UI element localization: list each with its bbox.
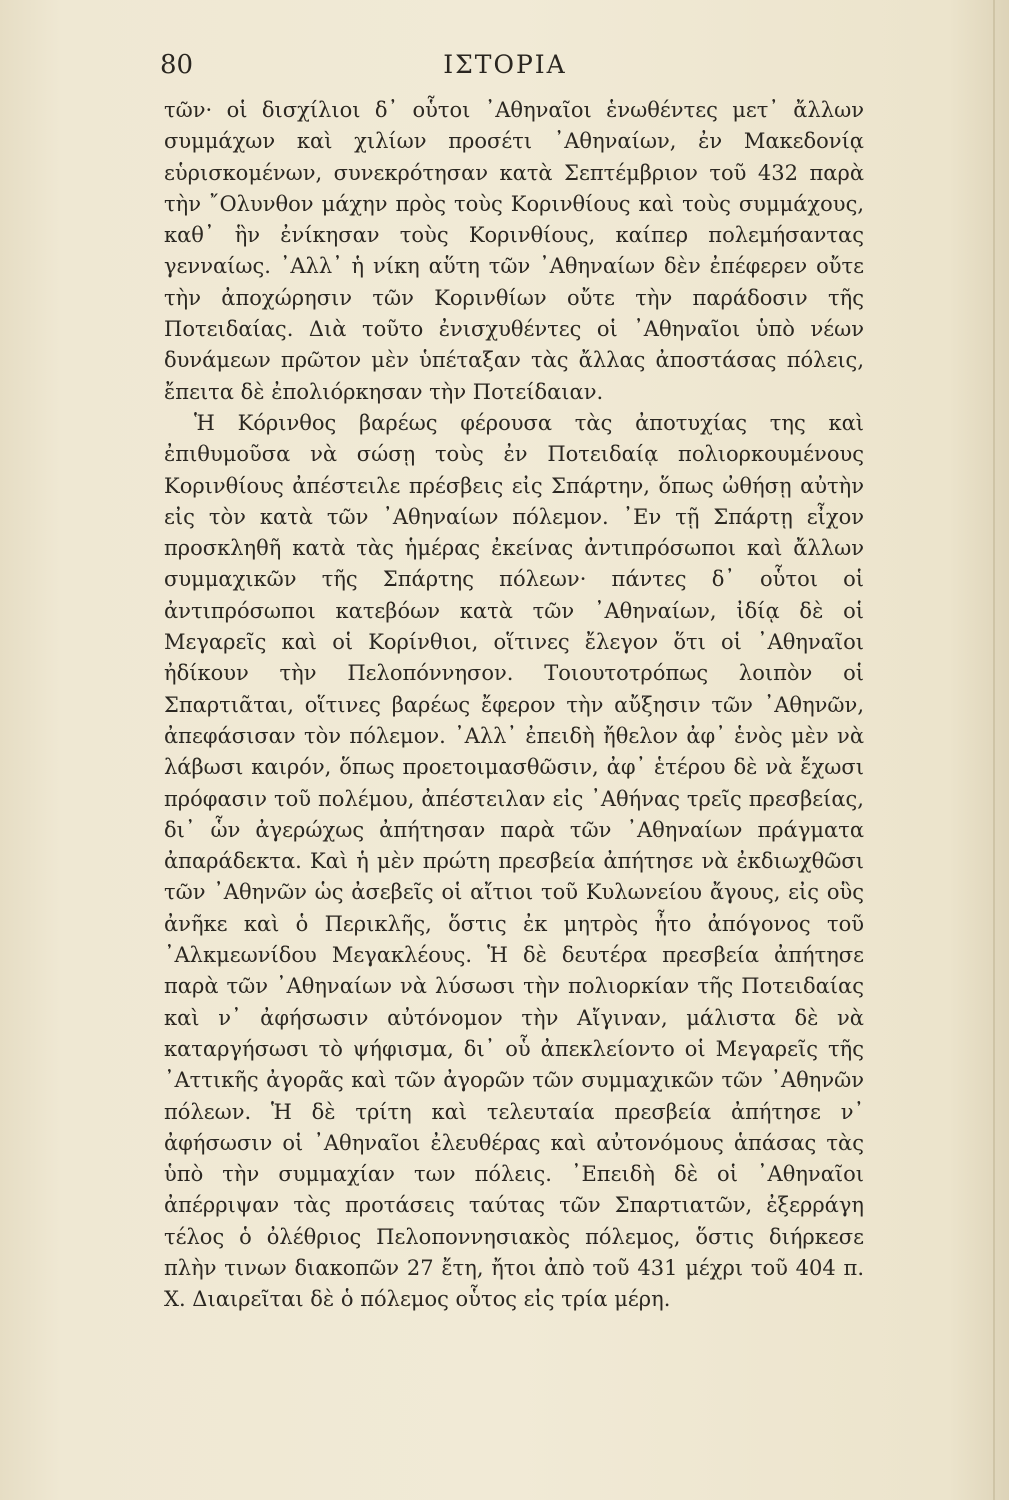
page-header xyxy=(160,48,850,88)
body-text xyxy=(164,95,864,1316)
page-number: 80 xyxy=(160,50,194,80)
paragraph: Ἡ Κόρινθος βαρέως φέρουσα τὰς ἀποτυχίας της καὶ ἐπιθυμοῦσα νὰ σώσῃ τοὺς ἐν Ποτειδαίᾳ πολιορκουμένους Κορινθίους ἀπέστειλε πρέσβεις εἰς Σπάρτην, ὅπως ὠθήσῃ αὐτὴν εἰς τὸν κατὰ τῶν ᾿Αθηναίων πόλεμον. ᾿Εν τῇ Σπάρτῃ εἶχον προσκληθῆ κατὰ τὰς ἡμέρας ἐκείνας ἀντιπρόσωποι καὶ ἄλλων συμμαχικῶν τῆς Σπάρτης πόλεων· πάντες δ᾿ οὗτοι οἱ ἀντιπρόσωποι κατεβόων κατὰ τῶν ᾿Αθηναίων, ἰδίᾳ δὲ οἱ Μεγαρεῖς καὶ οἱ Κορίνθιοι, οἵτινες ἔλεγον ὅτι οἱ ᾿Αθηναῖοι ἠδίκουν τὴν Πελοπόννησον. Τοιουτοτρόπως λοιπὸν οἱ Σπαρτιᾶται, οἵτινες βαρέως ἔφερον τὴν αὔξησιν τῶν ᾿Αθηνῶν, ἀπεφάσισαν τὸν πόλεμον. ᾿Αλλ᾿ ἐπειδὴ ἤθελον ἀφ᾿ ἑνὸς μὲν νὰ λάβωσι καιρόν, ὅπως προετοιμασθῶσιν, ἀφ᾿ ἑτέρου δὲ νὰ ἔχωσι πρόφασιν τοῦ πολέμου, ἀπέστειλαν εἰς ᾿Αθήνας τρεῖς πρεσβείας, δι᾿ ὧν ἀγερώχως ἀπήτησαν παρὰ τῶν ᾿Αθηναίων πράγματα ἀπαράδεκτα. Καὶ ἡ μὲν πρώτη πρεσβεία ἀπήτησε νὰ ἐκδιωχθῶσι τῶν ᾿Αθηνῶν ὡς ἀσεβεῖς οἱ αἴτιοι τοῦ Κυλωνείου ἄγους, εἰς οὓς ἀνῆκε καὶ ὁ Περικλῆς, ὅστις ἐκ μητρὸς ἦτο ἀπόγονος τοῦ ᾿Αλκμεωνίδου Μεγακλέους. Ἡ δὲ δευτέρα πρεσβεία ἀπήτησε παρὰ τῶν ᾿Αθηναίων νὰ λύσωσι τὴν πολιορκίαν τῆς Ποτειδαίας καὶ ν᾿ ἀφήσωσιν αὐτόνομον τὴν Αἴγιναν, μάλιστα δὲ νὰ καταργήσωσι τὸ ψήφισμα, δι᾿ οὗ ἀπεκλείοντο οἱ Μεγαρεῖς τῆς ᾿Αττικῆς ἀγορᾶς καὶ τῶν ἀγορῶν τῶν συμμαχικῶν τῶν ᾿Αθηνῶν πόλεων. Ἡ δὲ τρίτη καὶ τελευταία πρεσβεία ἀπήτησε ν᾿ ἀφήσωσιν οἱ ᾿Αθηναῖοι ἐλευθέρας καὶ αὐτονόμους ἁπάσας τὰς ὑπὸ τὴν συμμαχίαν των πόλεις. ᾿Επειδὴ δὲ οἱ ᾿Αθηναῖοι ἀπέρριψαν τὰς προτάσεις ταύτας τῶν Σπαρτιατῶν, ἐξερράγη τέλος ὁ ὀλέθριος Πελοποννησιακὸς πόλεμος, ὅστις διήρκεσε πλὴν τινων διακοπῶν 27 ἔτη, ἤτοι ἀπὸ τοῦ 431 μέχρι τοῦ 404 π. Χ. Διαιρεῖται δὲ ὁ πόλεμος οὗτος εἰς τρία μέρη. xyxy=(164,410,864,1312)
running-head: ΙΣΤΟΡΙΑ xyxy=(443,50,567,79)
page-edge xyxy=(993,0,995,1500)
paragraph: τῶν· οἱ δισχίλιοι δ᾿ οὗτοι ᾿Αθηναῖοι ἑνωθέντες μετ᾿ ἄλλων συμμάχων καὶ χιλίων προσέτι ᾿Αθηναίων, ἐν Μακεδονίᾳ εὑρισκομένων, συνεκρότησαν κατὰ Σεπτέμβριον τοῦ 432 παρὰ τὴν ῎Ολυνθον μάχην πρὸς τοὺς Κορινθίους καὶ τοὺς συμμάχους, καθ᾿ ἣν ἐνίκησαν τοὺς Κορινθίους, καίπερ πολεμήσαντας γενναίως. ᾿Αλλ᾿ ἡ νίκη αὕτη τῶν ᾿Αθηναίων δὲν ἐπέφερεν οὔτε τὴν ἀποχώρησιν τῶν Κορινθίων οὔτε τὴν παράδοσιν τῆς Ποτειδαίας. Διὰ τοῦτο ἐνισχυθέντες οἱ ᾿Αθηναῖοι ὑπὸ νέων δυνάμεων πρῶτον μὲν ὑπέταξαν τὰς ἄλλας ἀποστάσας πόλεις, ἔπειτα δὲ ἐπολιόρκησαν τὴν Ποτείδαιαν. xyxy=(164,98,864,404)
